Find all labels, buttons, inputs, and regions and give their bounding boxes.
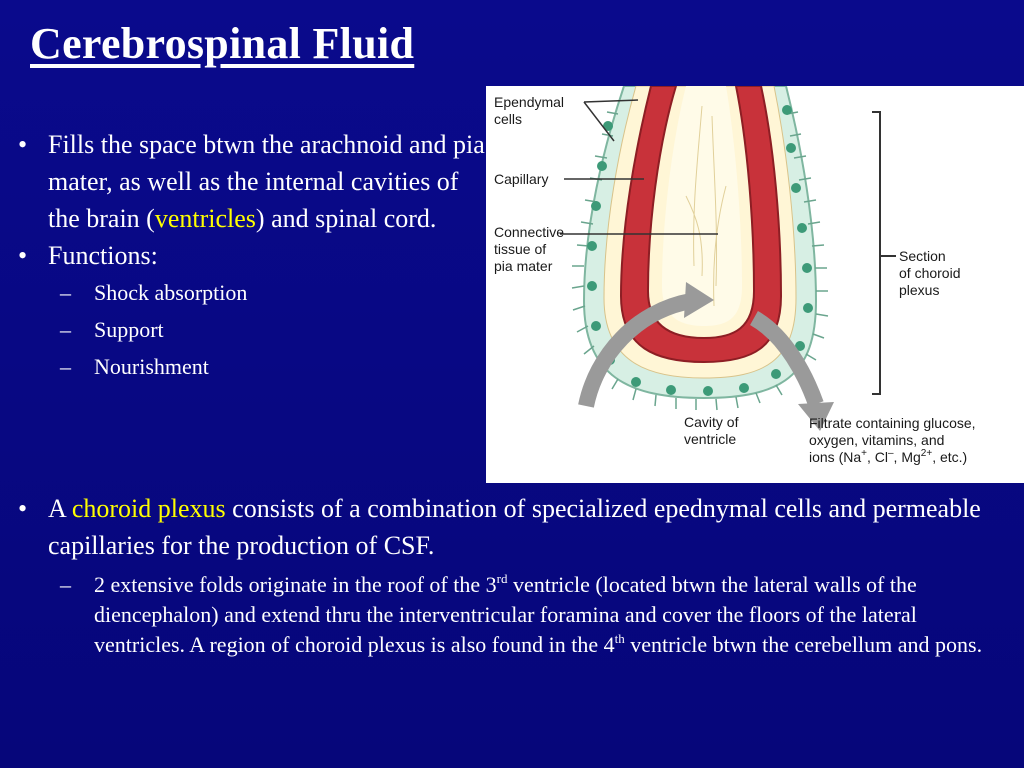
bullet-functions	[18, 237, 488, 274]
bullet-dot: •	[18, 130, 28, 159]
fills-text-end: ) and spinal cord.	[255, 204, 437, 233]
bullet-fills	[18, 126, 488, 237]
fills-text: Fills the space btwn the arachnoid and pia mater, as well as the internal cavities of the brain (	[48, 130, 485, 233]
functions-label: Functions:	[48, 241, 158, 270]
choroid-plexus-diagram	[486, 86, 1024, 483]
bullet-list	[18, 126, 488, 385]
function-item: – Shock absorption	[60, 280, 248, 305]
bullet-dot: •	[18, 241, 28, 270]
choroid-highlight: choroid plexus	[71, 494, 226, 523]
label-filtrate: Filtrate containing glucose, oxygen, vitamins, and ions (Na+, Cl–, $Mg^{2+}$, etc.)	[809, 415, 976, 465]
choroid-section	[18, 490, 1008, 660]
function-item: – Support	[60, 317, 164, 342]
label-capillary: Capillary	[494, 171, 549, 187]
folds-subbullet: – 2 extensive folds originate in the roof of the 3rd ventricle (located btwn the lateral walls of the diencephalon) and extend thru the interventricular foramina and cover the floors of the lateral ventricles. A region of choroid plexus is also found in the 4th ventricle btwn the cerebellum and pons.	[60, 571, 983, 657]
label-cavity: Cavity of ventricle	[684, 414, 739, 447]
label-ependymal: Ependymal cells	[494, 94, 565, 127]
label-section: Section of choroid plexus	[899, 248, 961, 298]
label-connective: Connective tissue of pia mater	[494, 224, 565, 274]
bullet-dot: •	[18, 494, 28, 523]
bullet-choroid: • A choroid plexus consists of a combination of specialized epednymal cells and permeable capillaries for the production of CSF.	[18, 490, 1008, 564]
ventricles-highlight: ventricles	[154, 204, 256, 233]
slide-title: Cerebrospinal Fluid	[30, 19, 415, 68]
function-item: – Nourishment	[60, 354, 209, 379]
